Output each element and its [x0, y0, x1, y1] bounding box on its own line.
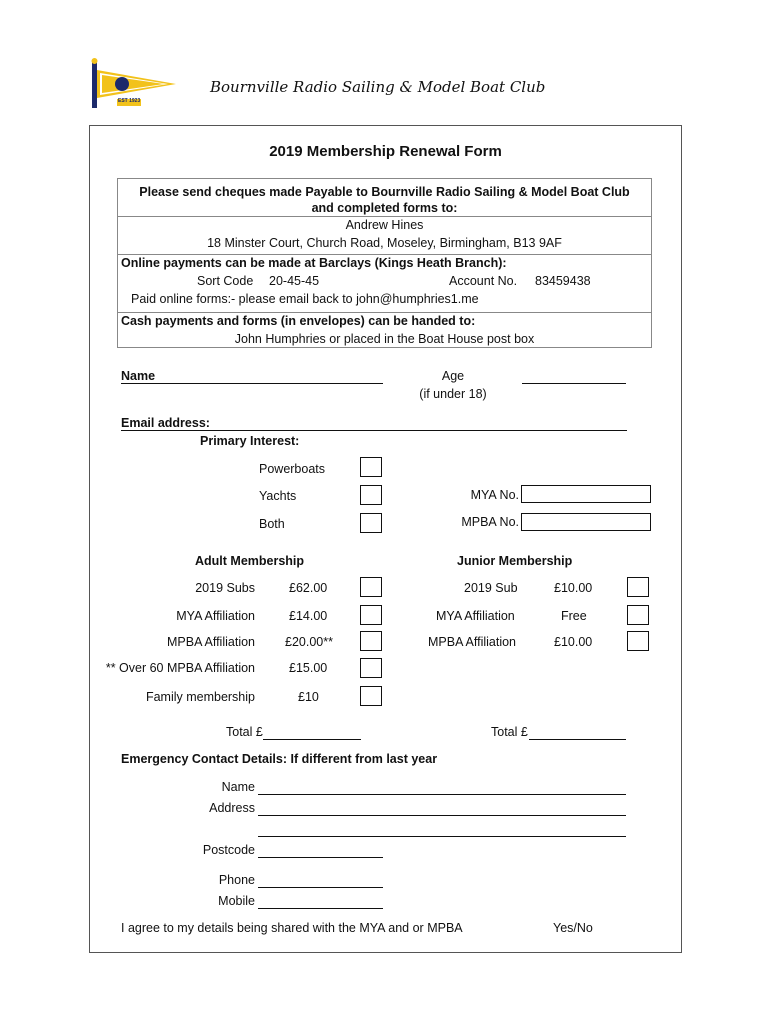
cheque-instruction-line1: Please send cheques made Payable to Bournville Radio Sailing & Model Boat Club	[139, 185, 630, 199]
junior-membership-heading: Junior Membership	[457, 554, 573, 568]
emergency-phone-label: Phone	[218, 873, 255, 887]
interest-option-powerboats: Powerboats	[259, 462, 326, 476]
adult-row-price: £15.00	[289, 661, 328, 675]
emergency-address-field[interactable]	[258, 815, 626, 816]
cash-payment-detail: John Humphries or placed in the Boat House post box	[234, 332, 535, 346]
adult-row-price: £62.00	[289, 581, 328, 595]
cheque-instruction-line2: and completed forms to:	[311, 201, 458, 215]
junior-row-price: £10.00	[554, 635, 593, 649]
logo-est-text: EST 1923	[118, 98, 141, 104]
emergency-address-field-line2[interactable]	[258, 836, 626, 837]
junior-row-label: 2019 Sub	[464, 581, 518, 595]
emergency-postcode-field[interactable]	[258, 857, 383, 858]
emergency-mobile-field[interactable]	[258, 908, 383, 909]
junior-row-price: £10.00	[554, 581, 593, 595]
junior-total-field[interactable]	[529, 739, 626, 740]
online-email-note: Paid online forms:- please email back to john@humphries1.me	[131, 292, 479, 306]
email-field[interactable]	[121, 430, 627, 431]
adult-row-price: £14.00	[289, 609, 328, 623]
account-value: 83459438	[535, 274, 591, 288]
adult-row-price: £10	[298, 690, 319, 704]
email-label: Email address:	[121, 416, 210, 430]
sort-code-label: Sort Code	[197, 274, 254, 288]
club-name: Bournville Radio Sailing & Model Boat Club	[210, 78, 546, 96]
divider	[118, 312, 651, 313]
account-label: Account No.	[449, 274, 518, 288]
mpba-no-input[interactable]	[521, 513, 651, 531]
junior-subs-checkbox[interactable]	[627, 577, 649, 597]
emergency-name-label: Name	[221, 780, 255, 794]
adult-over60-checkbox[interactable]	[360, 658, 382, 678]
recipient-name: Andrew Hines	[345, 218, 424, 232]
adult-row-label: Family membership	[145, 690, 255, 704]
junior-row-label: MYA Affiliation	[436, 609, 515, 623]
age-note: (if under 18)	[419, 387, 487, 401]
emergency-postcode-label: Postcode	[202, 843, 255, 857]
interest-option-yachts: Yachts	[259, 489, 297, 503]
emergency-heading: Emergency Contact Details: If different from last year	[121, 752, 438, 766]
online-payment-heading: Online payments can be made at Barclays (Kings Heath Branch):	[121, 256, 507, 270]
interest-option-both: Both	[259, 517, 285, 531]
emergency-address-label: Address	[209, 801, 255, 815]
adult-family-checkbox[interactable]	[360, 686, 382, 706]
sort-code-value: 20-45-45	[269, 274, 320, 288]
adult-row-label: MYA Affiliation	[176, 609, 255, 623]
emergency-mobile-label: Mobile	[218, 894, 255, 908]
adult-membership-heading: Adult Membership	[195, 554, 305, 568]
form-title: 2019 Membership Renewal Form	[269, 143, 502, 160]
junior-mpba-checkbox[interactable]	[627, 631, 649, 651]
junior-row-price: Free	[561, 609, 587, 623]
adult-mya-checkbox[interactable]	[360, 605, 382, 625]
emergency-name-field[interactable]	[258, 794, 626, 795]
mya-no-label: MYA No.	[470, 488, 519, 502]
adult-row-price: £20.00**	[285, 635, 333, 649]
emergency-phone-field[interactable]	[258, 887, 383, 888]
both-checkbox[interactable]	[360, 513, 382, 533]
club-logo	[84, 58, 180, 108]
adult-row-label: 2019 Subs	[195, 581, 255, 595]
powerboats-checkbox[interactable]	[360, 457, 382, 477]
name-field[interactable]	[121, 383, 383, 384]
adult-row-label: MPBA Affiliation	[166, 635, 255, 649]
primary-interest-heading: Primary Interest:	[200, 434, 300, 448]
adult-mpba-checkbox[interactable]	[360, 631, 382, 651]
divider	[118, 216, 651, 217]
age-field[interactable]	[522, 383, 626, 384]
age-label: Age	[441, 369, 465, 383]
cash-payment-heading: Cash payments and forms (in envelopes) can be handed to:	[121, 314, 476, 328]
name-label: Name	[121, 369, 156, 383]
adult-total-field[interactable]	[263, 739, 361, 740]
adult-row-label: ** Over 60 MPBA Affiliation	[105, 661, 255, 675]
mya-no-input[interactable]	[521, 485, 651, 503]
adult-total-label: Total £	[226, 725, 263, 739]
yachts-checkbox[interactable]	[360, 485, 382, 505]
divider	[118, 254, 651, 255]
consent-text: I agree to my details being shared with the MYA and or MPBA	[121, 921, 463, 935]
junior-total-label: Total £	[491, 725, 528, 739]
adult-subs-checkbox[interactable]	[360, 577, 382, 597]
recipient-address: 18 Minster Court, Church Road, Moseley, Birmingham, B13 9AF	[207, 236, 562, 250]
junior-mya-checkbox[interactable]	[627, 605, 649, 625]
consent-answer[interactable]: Yes/No	[553, 921, 593, 935]
junior-row-label: MPBA Affiliation	[428, 635, 517, 649]
mpba-no-label: MPBA No.	[461, 515, 519, 529]
